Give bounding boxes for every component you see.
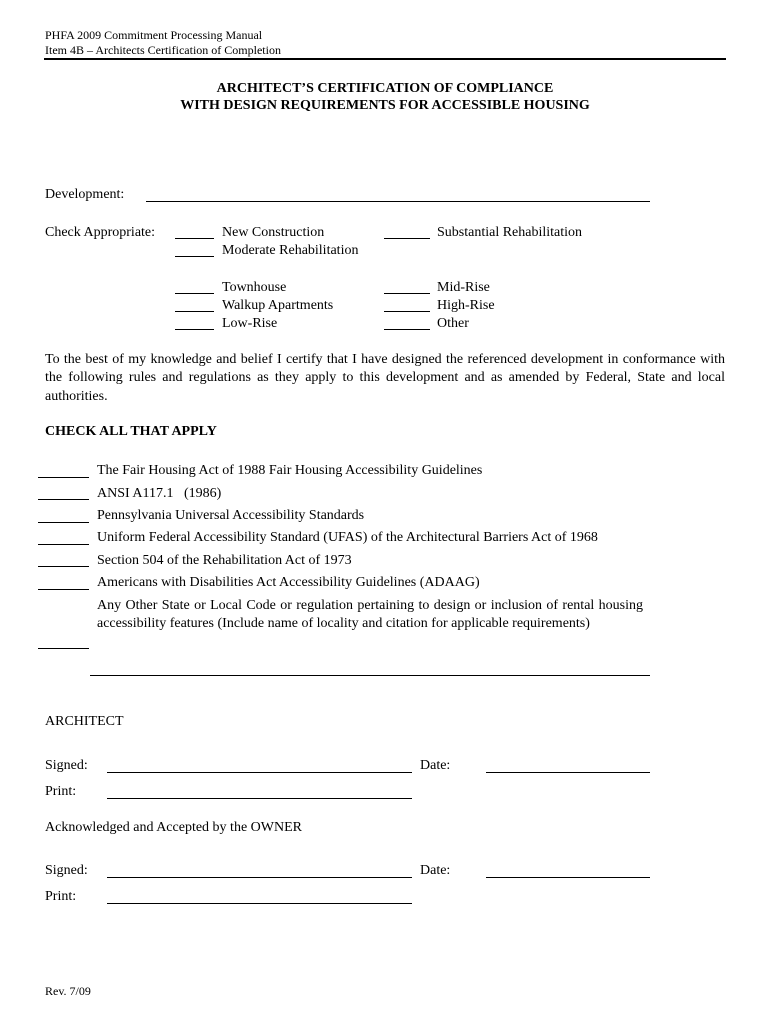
ansi-blank[interactable] — [38, 499, 89, 500]
owner-signature-field[interactable] — [107, 877, 412, 878]
item-subtitle: Item 4B – Architects Certification of Completion — [45, 43, 281, 57]
ansi-label: ANSI A117.1 (1986) — [97, 486, 222, 501]
development-field[interactable] — [146, 201, 650, 202]
fair-housing-label: The Fair Housing Act of 1988 Fair Housing Accessibility Guidelines — [97, 463, 483, 478]
header-rule — [44, 58, 726, 60]
adaag-blank[interactable] — [38, 589, 89, 590]
ufas-blank[interactable] — [38, 544, 89, 545]
section-504-label: Section 504 of the Rehabilitation Act of 1973 — [97, 553, 352, 568]
moderate-rehab-blank[interactable] — [175, 256, 214, 257]
architect-print-label: Print: — [45, 784, 77, 799]
manual-title: PHFA 2009 Commitment Processing Manual — [45, 28, 263, 42]
check-all-heading: CHECK ALL THAT APPLY — [45, 424, 217, 439]
owner-date-field[interactable] — [486, 877, 650, 878]
moderate-rehab-label: Moderate Rehabilitation — [222, 243, 359, 258]
form-title-line-2: WITH DESIGN REQUIREMENTS FOR ACCESSIBLE HOUSING — [180, 98, 590, 113]
new-construction-blank[interactable] — [175, 238, 214, 239]
pa-standards-blank[interactable] — [38, 522, 89, 523]
architect-signed-label: Signed: — [45, 758, 88, 773]
section-504-blank[interactable] — [38, 566, 89, 567]
revision-note: Rev. 7/09 — [45, 984, 91, 998]
architect-date-field[interactable] — [486, 772, 650, 773]
high-rise-blank[interactable] — [384, 311, 430, 312]
townhouse-blank[interactable] — [175, 293, 214, 294]
development-label: Development: — [45, 187, 125, 202]
certification-paragraph: To the best of my knowledge and belief I certify that I have designed the referenced development in conformance with the following rules and regulations as they apply to this development and as amended by Federal, State and local authorities. — [45, 352, 725, 404]
townhouse-label: Townhouse — [222, 280, 287, 295]
fair-housing-blank[interactable] — [38, 477, 89, 478]
walkup-label: Walkup Apartments — [222, 298, 334, 313]
low-rise-label: Low-Rise — [222, 316, 278, 331]
adaag-label: Americans with Disabilities Act Accessibility Guidelines (ADAAG) — [97, 575, 480, 590]
new-construction-label: New Construction — [222, 225, 325, 240]
owner-print-label: Print: — [45, 889, 77, 904]
pa-standards-label: Pennsylvania Universal Accessibility Standards — [97, 508, 365, 523]
substantial-rehab-label: Substantial Rehabilitation — [437, 225, 583, 240]
architect-signature-field[interactable] — [107, 772, 412, 773]
owner-date-label: Date: — [420, 863, 451, 878]
high-rise-label: High-Rise — [437, 298, 495, 313]
substantial-rehab-blank[interactable] — [384, 238, 430, 239]
check-appropriate-label: Check Appropriate: — [45, 225, 156, 240]
low-rise-blank[interactable] — [175, 329, 214, 330]
other-code-label: Any Other State or Local Code or regulation pertaining to design or inclusion of rental housing accessibility features (Include name of locality and citation for applicable requirements) — [97, 598, 643, 632]
ufas-label: Uniform Federal Accessibility Standard (UFAS) of the Architectural Barriers Act of 1968 — [97, 530, 598, 545]
owner-print-field[interactable] — [107, 903, 412, 904]
owner-heading: Acknowledged and Accepted by the OWNER — [45, 820, 302, 835]
form-title-line-1: ARCHITECT’S CERTIFICATION OF COMPLIANCE — [216, 81, 554, 96]
walkup-blank[interactable] — [175, 311, 214, 312]
other-code-citation-field[interactable] — [90, 675, 650, 676]
other-label: Other — [437, 316, 469, 331]
mid-rise-label: Mid-Rise — [437, 280, 490, 295]
mid-rise-blank[interactable] — [384, 293, 430, 294]
architect-print-field[interactable] — [107, 798, 412, 799]
other-code-blank[interactable] — [38, 648, 89, 649]
owner-signed-label: Signed: — [45, 863, 88, 878]
architect-date-label: Date: — [420, 758, 451, 773]
other-blank[interactable] — [384, 329, 430, 330]
architect-heading: ARCHITECT — [45, 714, 124, 729]
